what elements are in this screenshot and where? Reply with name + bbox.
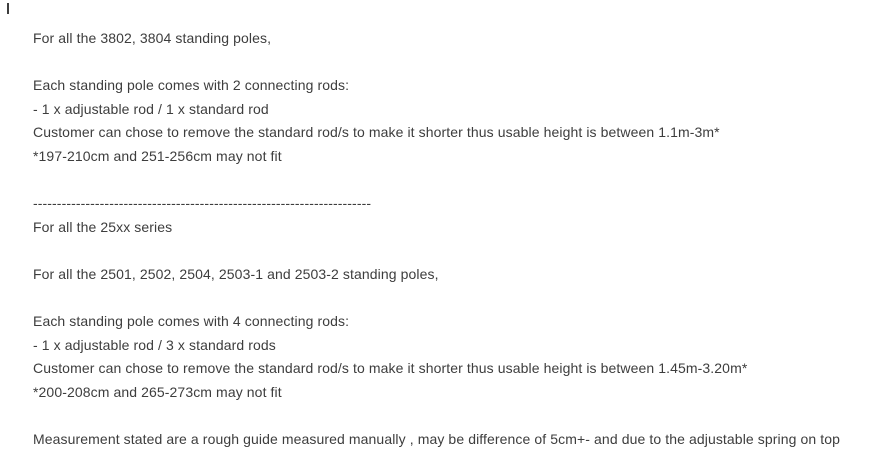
fit-warning-3802: *197-210cm and 251-256cm may not fit (33, 147, 282, 164)
description-text-block (33, 27, 876, 452)
usable-height-note-3802: Customer can chose to remove the standard rod/s to make it shorter thus usable height is between 1.1m-3m* (33, 124, 720, 141)
rods-count-25xx: Each standing pole comes with 4 connecting rods: (33, 313, 350, 330)
usable-height-note-25xx: Customer can chose to remove the standard rod/s to make it shorter thus usable height is between 1.45m-3.20m* (33, 360, 748, 377)
measurement-disclaimer: Measurement stated are a rough guide measured manually , may be difference of 5cm+- and due to the adjustable spring on top (33, 431, 841, 448)
separator-dashes: ----------------------------------------------------------------------- (33, 195, 372, 212)
rods-breakdown-3802: - 1 x adjustable rod / 1 x standard rod (33, 100, 269, 117)
blank-line (33, 51, 876, 75)
heading-3802-poles: For all the 3802, 3804 standing poles, (33, 30, 272, 46)
blank-line (33, 405, 876, 429)
fit-warning-25xx: *200-208cm and 265-273cm may not fit (33, 383, 282, 400)
rods-count-3802: Each standing pole comes with 2 connecting rods: (33, 77, 350, 94)
blank-line (33, 239, 876, 263)
blank-line (33, 287, 876, 311)
heading-25xx-models: For all the 2501, 2502, 2504, 2503-1 and 2503-2 standing poles, (33, 265, 439, 282)
blank-line (33, 169, 876, 193)
rods-breakdown-25xx: - 1 x adjustable rod / 3 x standard rods (33, 336, 276, 353)
heading-25xx-series: For all the 25xx series (33, 218, 173, 235)
text-cursor-artifact (7, 3, 9, 14)
